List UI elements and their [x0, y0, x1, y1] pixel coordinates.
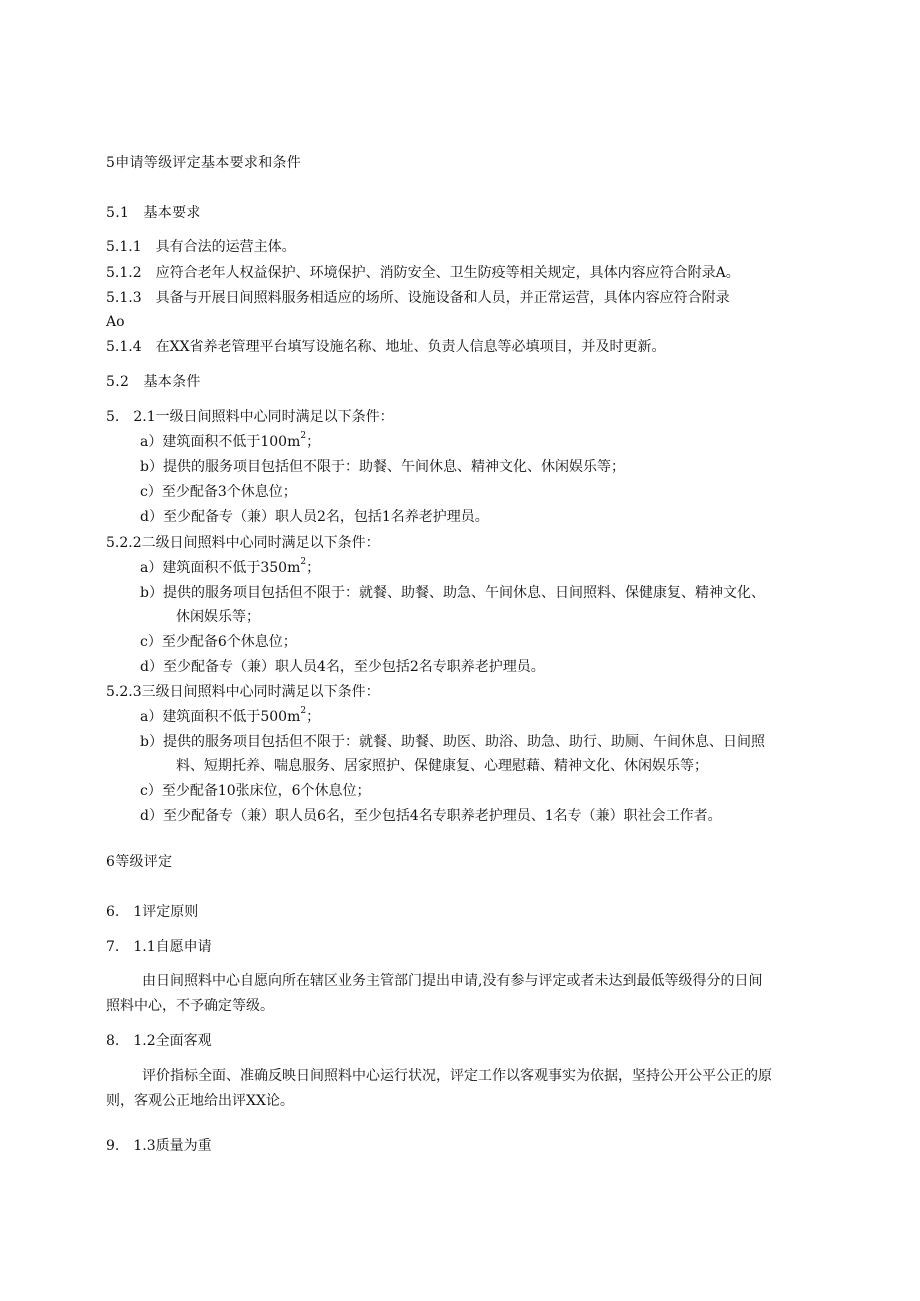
clause-5-1-2: 5.1.2 应符合老年人权益保护、环境保护、消防安全、卫生防疫等相关规定，具体内容应符合附录A。: [106, 265, 740, 281]
principle-1-paragraph-line-1: 由日间照料中心自愿向所在辖区业务主管部门提出申请,没有参与评定或者未达到最低等级得分的日间: [142, 973, 763, 989]
level-1-title: 5. 2.1一级日间照料中心同时满足以下条件：: [106, 409, 394, 425]
principle-3-title: 9. 1.3质量为重: [106, 1138, 212, 1154]
level-3-item-b-continued: 料、短期托养、喘息服务、居家照护、保健康复、心理慰藉、精神文化、休闲娱乐等；: [176, 758, 708, 774]
principle-1-paragraph-line-2: 照料中心，不予确定等级。: [106, 998, 274, 1014]
principle-1-title: 7. 1.1自愿申请: [106, 939, 212, 955]
level-3-item-b: b）提供的服务项目包括但不限于：就餐、助餐、助医、助浴、助急、助行、助厕、午间休息、日间照: [140, 734, 765, 750]
principle-2-paragraph-line-2: 则，客观公正地给出评XX论。: [106, 1093, 294, 1109]
clause-5-1-1: 5.1.1 具有合法的运营主体。: [106, 239, 296, 255]
clause-5-1-4: 5.1.4 在XX省养老管理平台填写设施名称、地址、负责人信息等必填项目，并及时更新。: [106, 339, 666, 355]
level-3-item-a: a）建筑面积不低于$500m^2$；: [140, 706, 321, 725]
level-2-item-b: b）提供的服务项目包括但不限于：就餐、助餐、助急、午间休息、日间照料、保健康复、精神文化、: [140, 585, 765, 601]
principle-2-title: 8. 1.2全面客观: [106, 1033, 212, 1049]
section-5-2-heading: 5.2 基本条件: [106, 374, 201, 390]
clause-5-1-3-continued: Ao: [106, 314, 125, 330]
level-2-item-c: c）至少配备6个休息位；: [140, 634, 297, 650]
level-1-item-a: a）建筑面积不低于$100m^2$；: [140, 431, 321, 450]
level-2-item-d: d）至少配备专（兼）职人员4名，至少包括2名专职养老护理员。: [140, 659, 545, 675]
level-3-title: 5.2.3三级日间照料中心同时满足以下条件：: [106, 684, 380, 700]
section-6-1-heading: 6. 1评定原则: [106, 904, 199, 920]
clause-5-1-3: 5.1.3 具备与开展日间照料服务相适应的场所、设施设备和人员，并正常运营，具体内容应符合附录: [106, 290, 730, 306]
level-3-item-c: c）至少配备10张床位，6个休息位；: [140, 783, 371, 799]
principle-2-paragraph-line-1: 评价指标全面、准确反映日间照料中心运行状况，评定工作以客观事实为依据，坚持公开公平公正的原: [142, 1068, 772, 1084]
level-1-item-d: d）至少配备专（兼）职人员2名，包括1名养老护理员。: [140, 509, 489, 525]
section-5-heading: 5申请等级评定基本要求和条件: [106, 155, 302, 171]
level-1-item-b: b）提供的服务项目包括但不限于：助餐、午间休息、精神文化、休闲娱乐等；: [140, 459, 625, 475]
level-2-item-b-continued: 休闲娱乐等；: [176, 609, 260, 625]
level-1-item-c: c）至少配备3个休息位；: [140, 484, 297, 500]
section-5-1-heading: 5.1 基本要求: [106, 205, 201, 221]
section-6-heading: 6等级评定: [106, 854, 173, 870]
level-2-title: 5.2.2二级日间照料中心同时满足以下条件：: [106, 535, 380, 551]
level-2-item-a: a）建筑面积不低于$350m^2$；: [140, 557, 321, 576]
level-3-item-d: d）至少配备专（兼）职人员6名，至少包括4名专职养老护理员、1名专（兼）职社会工作者。: [140, 808, 722, 824]
